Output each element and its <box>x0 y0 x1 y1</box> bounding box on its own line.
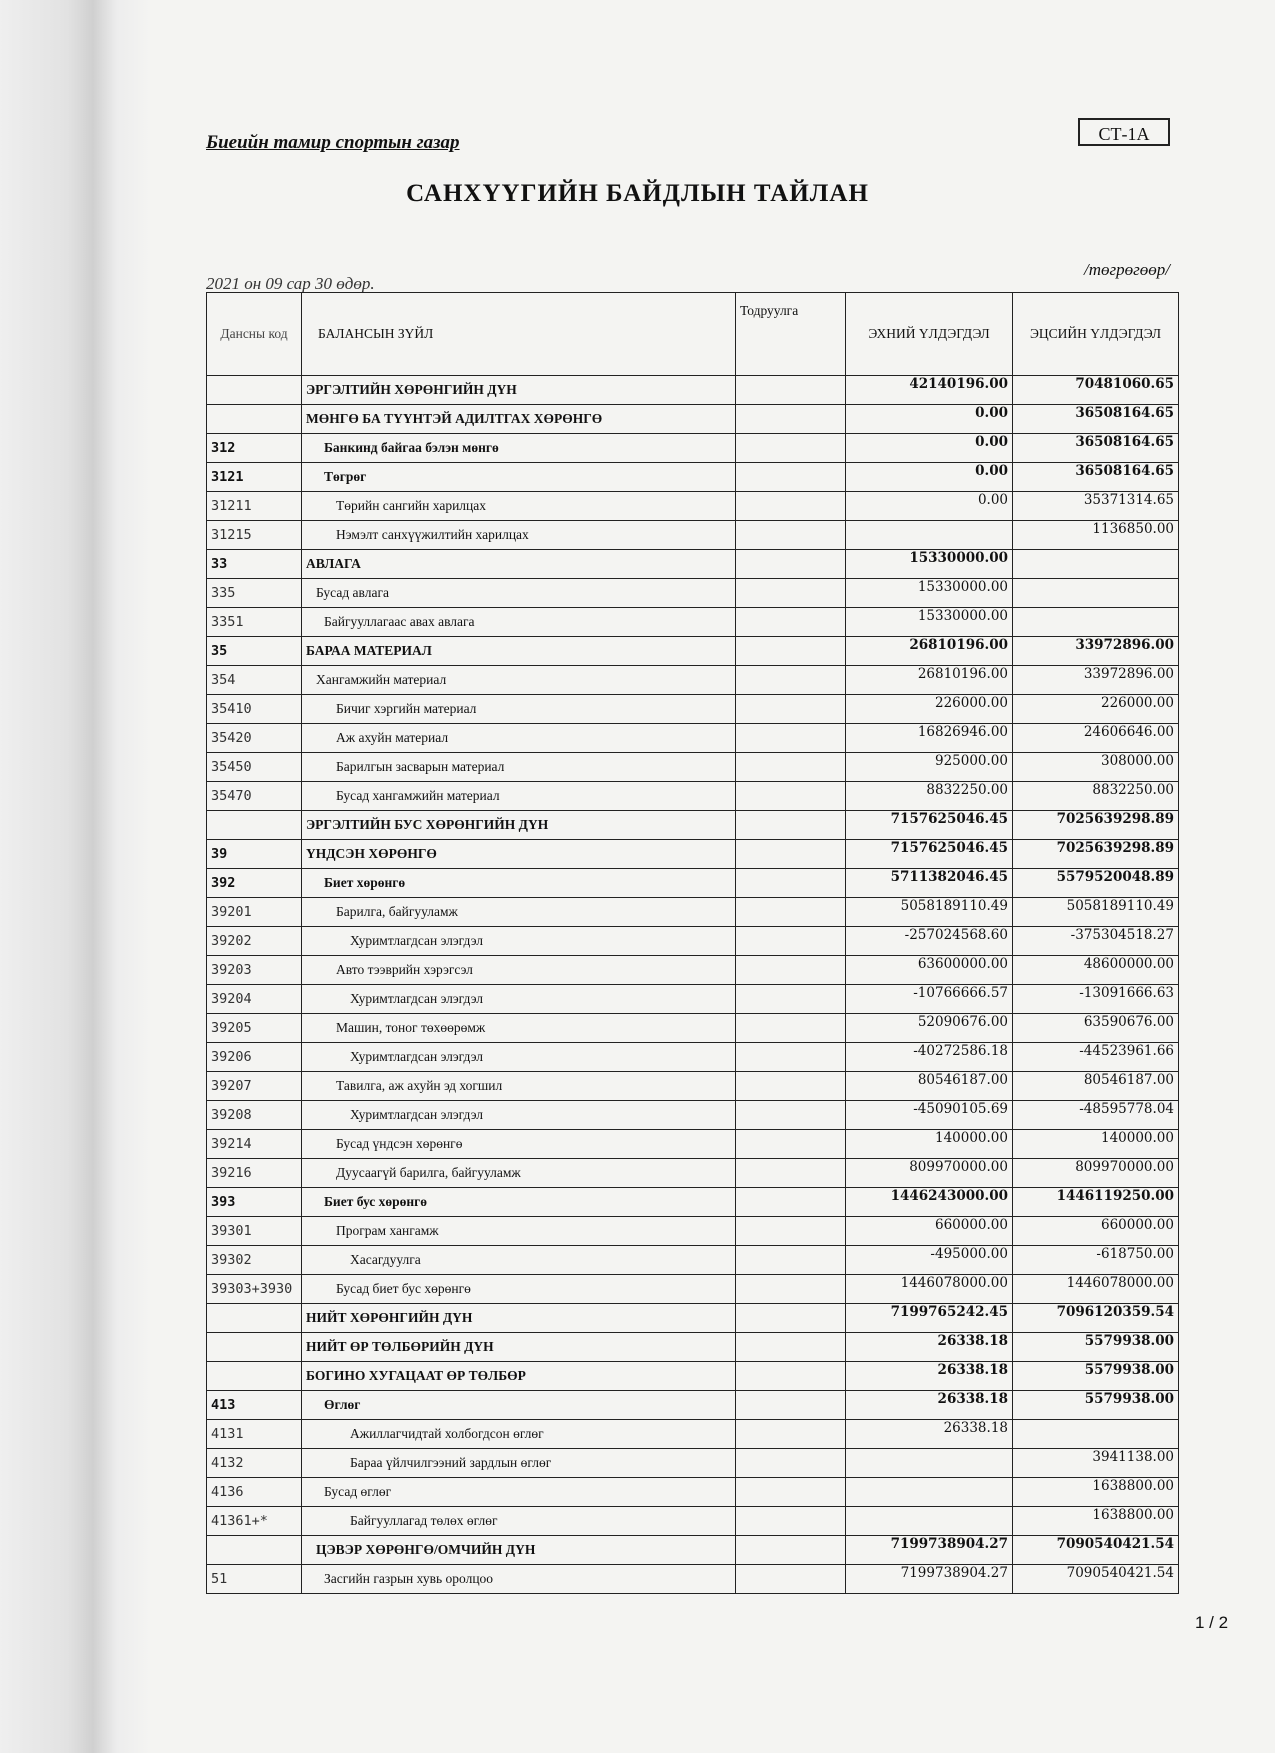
row-code: 35 <box>207 637 302 666</box>
row-closing-balance: 33972896.00 <box>1013 666 1179 695</box>
row-item-name: Хуримтлагдсан элэгдэл <box>302 1043 736 1072</box>
row-item-name: ЦЭВЭР ХӨРӨНГӨ/ОМЧИЙН ДҮН <box>302 1536 736 1565</box>
row-closing-balance: 5579938.00 <box>1013 1391 1179 1420</box>
row-closing-balance: 5579520048.89 <box>1013 869 1179 898</box>
table-row <box>207 608 1179 637</box>
row-closing-balance: 80546187.00 <box>1013 1072 1179 1101</box>
row-item-name: ҮНДСЭН ХӨРӨНГӨ <box>302 840 736 869</box>
row-code: 3121 <box>207 463 302 492</box>
table-row <box>207 1507 1179 1536</box>
page-number: 1 / 2 <box>1195 1613 1229 1632</box>
row-note <box>736 1014 846 1043</box>
row-opening-balance: 0.00 <box>846 434 1013 463</box>
row-code: 35450 <box>207 753 302 782</box>
row-item-name: Бусад хангамжийн материал <box>302 782 736 811</box>
row-opening-balance: 5058189110.49 <box>846 898 1013 927</box>
row-code: 51 <box>207 1565 302 1594</box>
row-code: 392 <box>207 869 302 898</box>
row-note <box>736 1333 846 1362</box>
table-row <box>207 1449 1179 1478</box>
table-row <box>207 985 1179 1014</box>
row-closing-balance: -44523961.66 <box>1013 1043 1179 1072</box>
row-note <box>736 1130 846 1159</box>
row-note <box>736 927 846 956</box>
row-opening-balance: 15330000.00 <box>846 608 1013 637</box>
row-code: 39203 <box>207 956 302 985</box>
column-header-opening: ЭХНИЙ ҮЛДЭГДЭЛ <box>846 293 1013 376</box>
table-row <box>207 550 1179 579</box>
row-closing-balance: 1136850.00 <box>1013 521 1179 550</box>
row-code: 39207 <box>207 1072 302 1101</box>
row-code: 35470 <box>207 782 302 811</box>
table-row <box>207 898 1179 927</box>
row-note <box>736 463 846 492</box>
row-note <box>736 1478 846 1507</box>
row-closing-balance: 7025639298.89 <box>1013 840 1179 869</box>
table-row <box>207 956 1179 985</box>
row-note <box>736 1304 846 1333</box>
row-opening-balance: 26338.18 <box>846 1420 1013 1449</box>
row-closing-balance: 36508164.65 <box>1013 463 1179 492</box>
row-closing-balance <box>1013 579 1179 608</box>
row-closing-balance: 70481060.65 <box>1013 376 1179 405</box>
row-opening-balance <box>846 1507 1013 1536</box>
row-item-name: БОГИНО ХУГАЦААТ ӨР ТӨЛБӨР <box>302 1362 736 1391</box>
row-opening-balance: 140000.00 <box>846 1130 1013 1159</box>
column-header-closing: ЭЦСИЙН ҮЛДЭГДЭЛ <box>1013 293 1179 376</box>
row-closing-balance: 660000.00 <box>1013 1217 1179 1246</box>
report-title: САНХҮҮГИЙН БАЙДЛЫН ТАЙЛАН <box>406 180 869 207</box>
table-row <box>207 666 1179 695</box>
row-note <box>736 1507 846 1536</box>
row-code: 4131 <box>207 1420 302 1449</box>
row-code: 4132 <box>207 1449 302 1478</box>
row-closing-balance: 1638800.00 <box>1013 1507 1179 1536</box>
row-code: 39206 <box>207 1043 302 1072</box>
row-closing-balance: 36508164.65 <box>1013 434 1179 463</box>
row-note <box>736 376 846 405</box>
row-note <box>736 956 846 985</box>
table-row <box>207 1043 1179 1072</box>
row-code: 35410 <box>207 695 302 724</box>
row-opening-balance: 8832250.00 <box>846 782 1013 811</box>
row-opening-balance: 15330000.00 <box>846 579 1013 608</box>
row-item-name: Ажиллагчидтай холбогдсон өглөг <box>302 1420 736 1449</box>
row-note <box>736 666 846 695</box>
row-note <box>736 1188 846 1217</box>
balance-table <box>206 292 1179 1594</box>
row-note <box>736 1072 846 1101</box>
row-item-name: Төрийн сангийн харилцах <box>302 492 736 521</box>
table-row <box>207 376 1179 405</box>
row-closing-balance: 308000.00 <box>1013 753 1179 782</box>
row-note <box>736 1362 846 1391</box>
row-opening-balance: 0.00 <box>846 492 1013 521</box>
row-closing-balance: 36508164.65 <box>1013 405 1179 434</box>
row-closing-balance: 7096120359.54 <box>1013 1304 1179 1333</box>
row-code: 31211 <box>207 492 302 521</box>
row-closing-balance: 8832250.00 <box>1013 782 1179 811</box>
table-row <box>207 1188 1179 1217</box>
table-row <box>207 1362 1179 1391</box>
row-code: 335 <box>207 579 302 608</box>
row-opening-balance: 7199765242.45 <box>846 1304 1013 1333</box>
row-item-name: Байгууллагаас авах авлага <box>302 608 736 637</box>
column-header-code: Дансны код <box>207 293 302 376</box>
row-item-name: Нэмэлт санхүүжилтийн харилцах <box>302 521 736 550</box>
row-code: 39301 <box>207 1217 302 1246</box>
row-note <box>736 724 846 753</box>
table-row <box>207 1478 1179 1507</box>
row-code <box>207 1536 302 1565</box>
row-opening-balance: 5711382046.45 <box>846 869 1013 898</box>
table-row <box>207 695 1179 724</box>
table-row <box>207 1014 1179 1043</box>
row-opening-balance <box>846 1478 1013 1507</box>
row-item-name: Биет бус хөрөнгө <box>302 1188 736 1217</box>
row-opening-balance: 42140196.00 <box>846 376 1013 405</box>
column-header-item: БАЛАНСЫН ЗҮЙЛ <box>302 293 736 376</box>
table-row <box>207 811 1179 840</box>
row-opening-balance: -40272586.18 <box>846 1043 1013 1072</box>
row-code: 35420 <box>207 724 302 753</box>
row-note <box>736 1420 846 1449</box>
table-row <box>207 1101 1179 1130</box>
row-closing-balance: -618750.00 <box>1013 1246 1179 1275</box>
row-opening-balance: 7157625046.45 <box>846 840 1013 869</box>
row-code: 33 <box>207 550 302 579</box>
row-item-name: Авто тээврийн хэрэгсэл <box>302 956 736 985</box>
row-item-name: Өглөг <box>302 1391 736 1420</box>
row-opening-balance: 1446078000.00 <box>846 1275 1013 1304</box>
row-closing-balance: 5579938.00 <box>1013 1333 1179 1362</box>
row-opening-balance: 26338.18 <box>846 1333 1013 1362</box>
row-note <box>736 637 846 666</box>
row-closing-balance: -13091666.63 <box>1013 985 1179 1014</box>
table-row <box>207 463 1179 492</box>
row-closing-balance: 1638800.00 <box>1013 1478 1179 1507</box>
row-item-name: Засгийн газрын хувь оролцоо <box>302 1565 736 1594</box>
row-opening-balance: 63600000.00 <box>846 956 1013 985</box>
row-item-name: Хуримтлагдсан элэгдэл <box>302 985 736 1014</box>
row-item-name: Аж ахуйн материал <box>302 724 736 753</box>
row-closing-balance <box>1013 608 1179 637</box>
row-item-name: Биет хөрөнгө <box>302 869 736 898</box>
table-row <box>207 521 1179 550</box>
table-row <box>207 840 1179 869</box>
row-item-name: Дуусаагүй барилга, байгууламж <box>302 1159 736 1188</box>
row-opening-balance: 660000.00 <box>846 1217 1013 1246</box>
table-row <box>207 492 1179 521</box>
row-closing-balance: 24606646.00 <box>1013 724 1179 753</box>
row-note <box>736 1101 846 1130</box>
row-note <box>736 434 846 463</box>
row-opening-balance <box>846 1449 1013 1478</box>
row-item-name: НИЙТ ХӨРӨНГИЙН ДҮН <box>302 1304 736 1333</box>
row-code <box>207 811 302 840</box>
row-opening-balance: 80546187.00 <box>846 1072 1013 1101</box>
row-item-name: Хангамжийн материал <box>302 666 736 695</box>
row-opening-balance: 1446243000.00 <box>846 1188 1013 1217</box>
row-code: 39214 <box>207 1130 302 1159</box>
row-closing-balance: 3941138.00 <box>1013 1449 1179 1478</box>
row-opening-balance: 7157625046.45 <box>846 811 1013 840</box>
table-row <box>207 405 1179 434</box>
row-item-name: Барилгын засварын материал <box>302 753 736 782</box>
table-row <box>207 1536 1179 1565</box>
table-row <box>207 927 1179 956</box>
table-row <box>207 1565 1179 1594</box>
column-header-note: Тодруулга <box>736 293 846 376</box>
currency-unit: /төгрөгөөр/ <box>1084 260 1170 279</box>
row-item-name: Програм хангамж <box>302 1217 736 1246</box>
row-note <box>736 811 846 840</box>
table-row <box>207 869 1179 898</box>
row-note <box>736 869 846 898</box>
row-opening-balance: 15330000.00 <box>846 550 1013 579</box>
row-item-name: БАРАА МАТЕРИАЛ <box>302 637 736 666</box>
row-note <box>736 1159 846 1188</box>
row-closing-balance: 33972896.00 <box>1013 637 1179 666</box>
row-closing-balance: 140000.00 <box>1013 1130 1179 1159</box>
row-note <box>736 1449 846 1478</box>
table-row <box>207 782 1179 811</box>
row-note <box>736 521 846 550</box>
form-code-box: СТ-1А <box>1078 118 1170 146</box>
table-row <box>207 1333 1179 1362</box>
row-code: 3351 <box>207 608 302 637</box>
row-item-name: Барилга, байгууламж <box>302 898 736 927</box>
row-code: 39216 <box>207 1159 302 1188</box>
row-opening-balance: 7199738904.27 <box>846 1565 1013 1594</box>
row-opening-balance: 7199738904.27 <box>846 1536 1013 1565</box>
row-item-name: Төгрөг <box>302 463 736 492</box>
row-note <box>736 1246 846 1275</box>
row-item-name: Машин, тоног төхөөрөмж <box>302 1014 736 1043</box>
row-opening-balance: 26338.18 <box>846 1391 1013 1420</box>
row-item-name: Хасагдуулга <box>302 1246 736 1275</box>
row-item-name: МӨНГӨ БА ТҮҮНТЭЙ АДИЛТГАХ ХӨРӨНГӨ <box>302 405 736 434</box>
row-closing-balance <box>1013 1420 1179 1449</box>
row-item-name: Бичиг хэргийн материал <box>302 695 736 724</box>
row-closing-balance: -48595778.04 <box>1013 1101 1179 1130</box>
row-item-name: Бусад биет бус хөрөнгө <box>302 1275 736 1304</box>
row-item-name: Тавилга, аж ахуйн эд хогшил <box>302 1072 736 1101</box>
row-code <box>207 405 302 434</box>
table-row <box>207 1072 1179 1101</box>
row-opening-balance <box>846 521 1013 550</box>
row-code: 39204 <box>207 985 302 1014</box>
row-note <box>736 782 846 811</box>
row-code: 39201 <box>207 898 302 927</box>
row-note <box>736 1043 846 1072</box>
row-opening-balance: 16826946.00 <box>846 724 1013 753</box>
table-row <box>207 753 1179 782</box>
table-row <box>207 1217 1179 1246</box>
row-closing-balance: 809970000.00 <box>1013 1159 1179 1188</box>
row-code <box>207 1333 302 1362</box>
row-opening-balance: 226000.00 <box>846 695 1013 724</box>
row-note <box>736 840 846 869</box>
row-item-name: ЭРГЭЛТИЙН ХӨРӨНГИЙН ДҮН <box>302 376 736 405</box>
row-closing-balance: 7025639298.89 <box>1013 811 1179 840</box>
row-item-name: Бусад үндсэн хөрөнгө <box>302 1130 736 1159</box>
row-closing-balance: 48600000.00 <box>1013 956 1179 985</box>
row-code: 39302 <box>207 1246 302 1275</box>
row-code: 39 <box>207 840 302 869</box>
table-row <box>207 724 1179 753</box>
report-date: 2021 он 09 сар 30 өдөр. <box>206 274 375 293</box>
row-opening-balance: -45090105.69 <box>846 1101 1013 1130</box>
row-note <box>736 695 846 724</box>
row-closing-balance <box>1013 550 1179 579</box>
row-note <box>736 405 846 434</box>
row-closing-balance: 5058189110.49 <box>1013 898 1179 927</box>
row-note <box>736 1275 846 1304</box>
table-row <box>207 1391 1179 1420</box>
row-item-name: АВЛАГА <box>302 550 736 579</box>
row-opening-balance: 52090676.00 <box>846 1014 1013 1043</box>
row-item-name: Хуримтлагдсан элэгдэл <box>302 1101 736 1130</box>
row-note <box>736 608 846 637</box>
row-note <box>736 753 846 782</box>
row-item-name: Банкинд байгаа бэлэн мөнгө <box>302 434 736 463</box>
row-item-name: Байгууллагад төлөх өглөг <box>302 1507 736 1536</box>
row-item-name: Бусад өглөг <box>302 1478 736 1507</box>
row-opening-balance: 26810196.00 <box>846 666 1013 695</box>
row-opening-balance: -257024568.60 <box>846 927 1013 956</box>
table-row <box>207 1304 1179 1333</box>
table-header-row <box>207 293 1179 376</box>
table-row <box>207 434 1179 463</box>
row-code: 39202 <box>207 927 302 956</box>
table-row <box>207 1420 1179 1449</box>
row-code <box>207 1304 302 1333</box>
row-closing-balance: 7090540421.54 <box>1013 1536 1179 1565</box>
page-edge-shadow <box>0 0 150 1753</box>
row-code: 4136 <box>207 1478 302 1507</box>
row-closing-balance: 1446119250.00 <box>1013 1188 1179 1217</box>
row-code: 354 <box>207 666 302 695</box>
table-row <box>207 637 1179 666</box>
row-opening-balance: 0.00 <box>846 463 1013 492</box>
row-closing-balance: 63590676.00 <box>1013 1014 1179 1043</box>
row-item-name: ЭРГЭЛТИЙН БУС ХӨРӨНГИЙН ДҮН <box>302 811 736 840</box>
row-closing-balance: 35371314.65 <box>1013 492 1179 521</box>
row-item-name: Бараа үйлчилгээний зардлын өглөг <box>302 1449 736 1478</box>
row-closing-balance: -375304518.27 <box>1013 927 1179 956</box>
row-closing-balance: 7090540421.54 <box>1013 1565 1179 1594</box>
row-code <box>207 376 302 405</box>
row-code: 39205 <box>207 1014 302 1043</box>
row-code: 312 <box>207 434 302 463</box>
row-item-name: Хуримтлагдсан элэгдэл <box>302 927 736 956</box>
row-code: 413 <box>207 1391 302 1420</box>
table-row <box>207 1246 1179 1275</box>
row-opening-balance: 925000.00 <box>846 753 1013 782</box>
organization-name: Биеийн тамир спортын газар <box>206 132 460 153</box>
row-opening-balance: 0.00 <box>846 405 1013 434</box>
row-code: 31215 <box>207 521 302 550</box>
row-note <box>736 579 846 608</box>
table-row <box>207 1275 1179 1304</box>
row-opening-balance: 26338.18 <box>846 1362 1013 1391</box>
row-code: 41361+* <box>207 1507 302 1536</box>
row-note <box>736 985 846 1014</box>
row-note <box>736 1565 846 1594</box>
row-item-name: Бусад авлага <box>302 579 736 608</box>
row-closing-balance: 5579938.00 <box>1013 1362 1179 1391</box>
row-closing-balance: 1446078000.00 <box>1013 1275 1179 1304</box>
row-note <box>736 492 846 521</box>
table-row <box>207 579 1179 608</box>
row-note <box>736 1536 846 1565</box>
row-note <box>736 1217 846 1246</box>
row-opening-balance: -495000.00 <box>846 1246 1013 1275</box>
row-item-name: НИЙТ ӨР ТӨЛБӨРИЙН ДҮН <box>302 1333 736 1362</box>
row-opening-balance: 26810196.00 <box>846 637 1013 666</box>
row-opening-balance: -10766666.57 <box>846 985 1013 1014</box>
row-opening-balance: 809970000.00 <box>846 1159 1013 1188</box>
table-row <box>207 1130 1179 1159</box>
row-code: 393 <box>207 1188 302 1217</box>
table-row <box>207 1159 1179 1188</box>
row-note <box>736 1391 846 1420</box>
row-code <box>207 1362 302 1391</box>
row-note <box>736 898 846 927</box>
row-code: 39208 <box>207 1101 302 1130</box>
row-code: 39303+3930 <box>207 1275 302 1304</box>
table-body <box>207 376 1179 1594</box>
row-closing-balance: 226000.00 <box>1013 695 1179 724</box>
row-note <box>736 550 846 579</box>
